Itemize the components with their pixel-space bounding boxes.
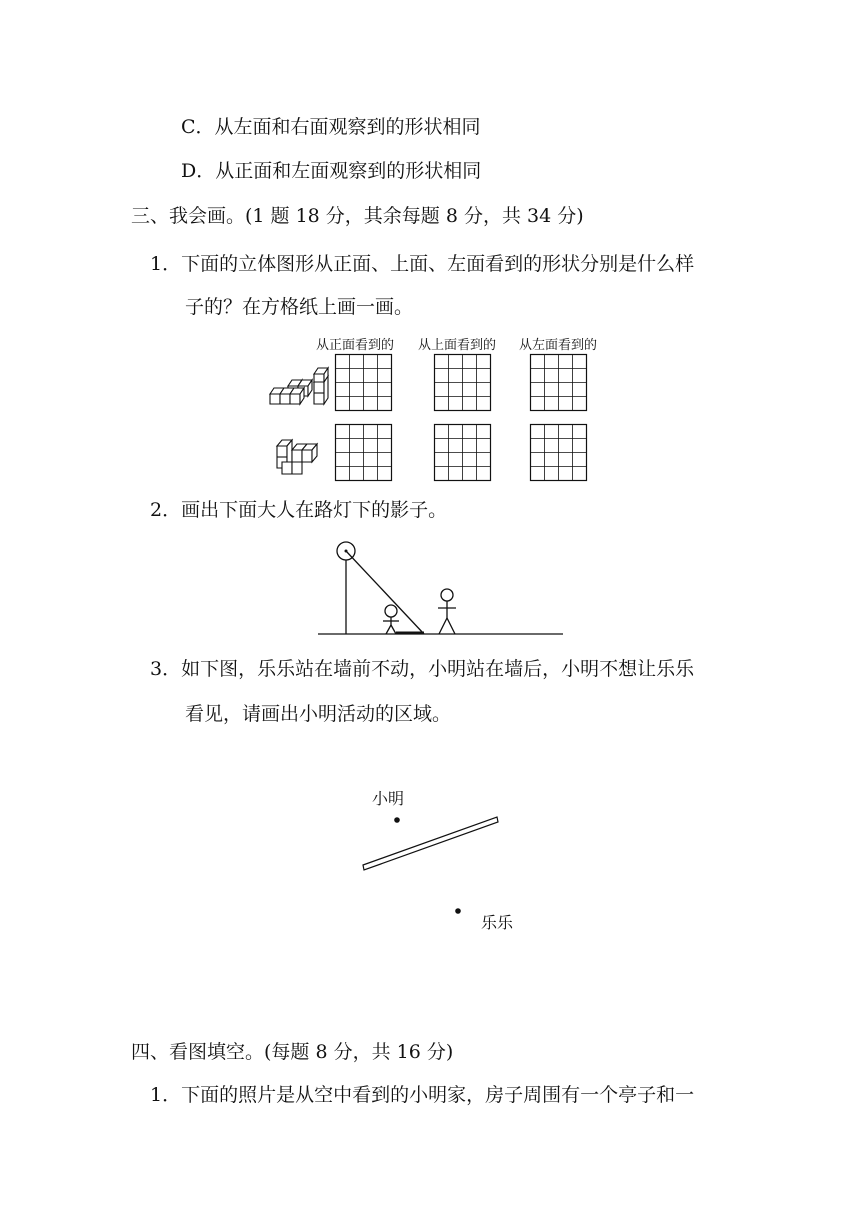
grid-front-2 [335, 424, 392, 481]
cube-figure-2 [274, 432, 329, 480]
cube-figure-1 [268, 364, 328, 409]
q1-text-line1: 1．下面的立体图形从正面、上面、左面看到的形状分别是什么样 [150, 253, 695, 275]
view-label-left: 从左面看到的 [519, 338, 598, 353]
section-4-heading: 四、看图填空。(每题 8 分，共 16 分) [131, 1041, 454, 1063]
label-xiaoming: 小明 [372, 789, 405, 808]
streetlight-figure [316, 538, 566, 638]
grid-left-1 [530, 354, 587, 411]
view-label-top: 从上面看到的 [418, 338, 497, 353]
q3-text-line2: 看见，请画出小明活动的区域。 [185, 703, 452, 725]
q2-text: 2．画出下面大人在路灯下的影子。 [150, 499, 448, 521]
q3-text-line1: 3．如下图，乐乐站在墙前不动，小明站在墙后，小明不想让乐乐 [150, 658, 695, 680]
grid-front-1 [335, 354, 392, 411]
grid-top-1 [434, 354, 491, 411]
grid-top-2 [434, 424, 491, 481]
wall-figure [360, 808, 510, 928]
option-d: D．从正面和左面观察到的形状相同 [181, 160, 482, 182]
option-c: C．从左面和右面观察到的形状相同 [181, 116, 481, 138]
q1-text-line2: 子的？在方格纸上画一画。 [185, 296, 414, 318]
section-3-heading: 三、我会画。(1 题 18 分，其余每题 8 分，共 34 分) [131, 205, 584, 227]
grid-left-2 [530, 424, 587, 481]
view-label-front: 从正面看到的 [316, 338, 395, 353]
s4-q1-line1: 1．下面的照片是从空中看到的小明家，房子周围有一个亭子和一 [150, 1084, 695, 1106]
label-lele: 乐乐 [481, 913, 514, 932]
